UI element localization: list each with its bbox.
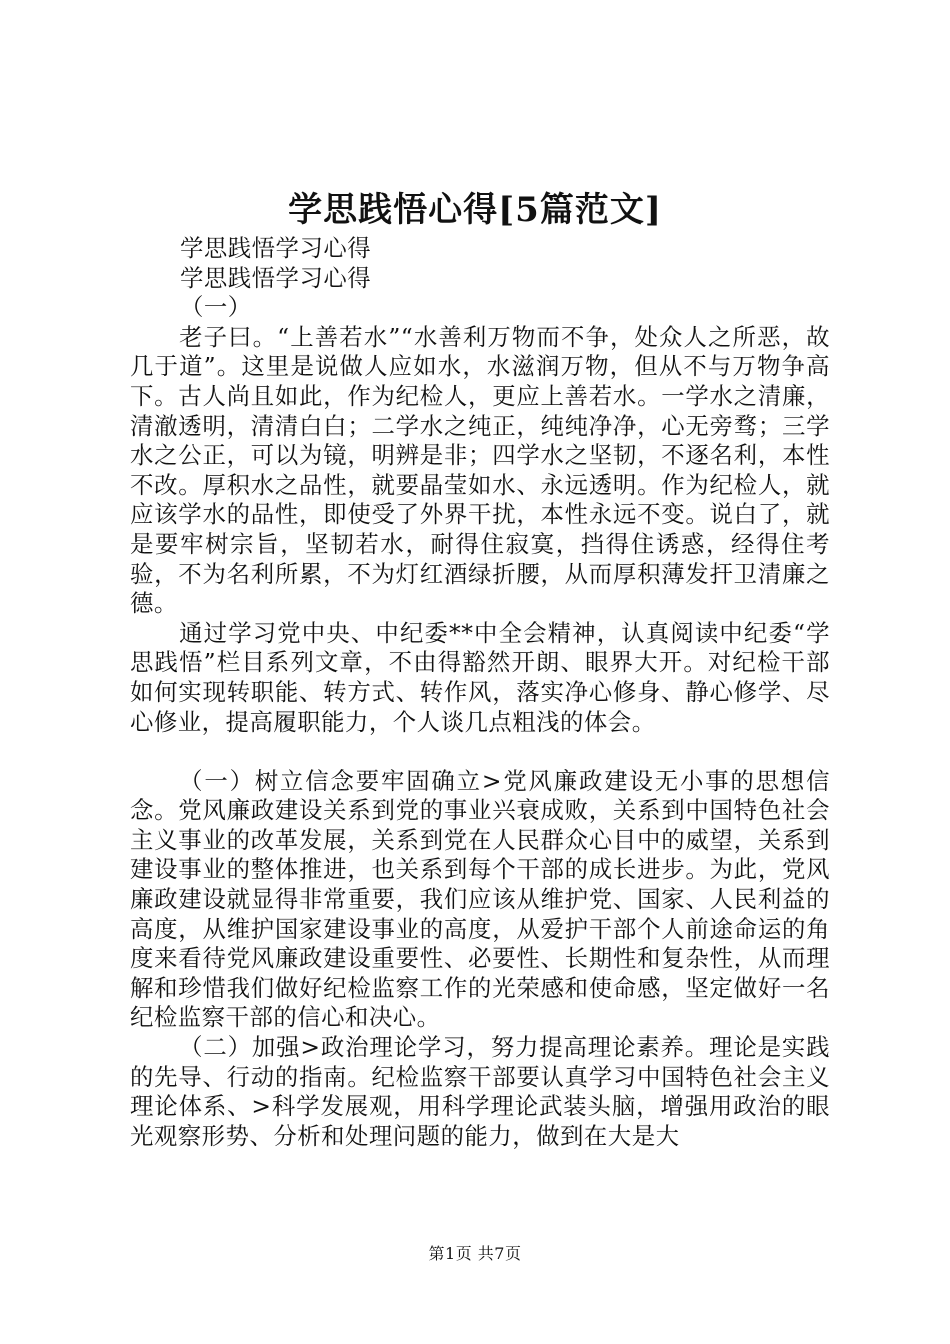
paragraph: （一）树立信念要牢固确立>党风廉政建设无小事的思想信念。党风廉政建设关系到党的事业兴衰成败，关系到中国特色社会主义事业的改革发展，关系到党在人民群众心目中的威望，关系到建设事业的整体推进，也关系到每个干部的成长进步。为此，党风廉政建设就显得非常重要，我们应该从维护党、国家、人民利益的高度，从维护国家建设事业的高度，从爱护干部个人前途命运的角度来看待党风廉政建设重要性、必要性、长期性和复杂性，从而理解和珍惜我们做好纪检监察工作的光荣感和使命感，坚定做好一名纪检监察干部的信心和决心。 — [130, 766, 830, 1032]
document-title: 学思践悟心得[5篇范文] — [288, 190, 662, 230]
page-footer: 第1页 共7页 — [428, 1244, 522, 1263]
subheading-2: 学思践悟学习心得 — [180, 263, 372, 292]
section-marker: （一） — [180, 293, 252, 322]
document-body — [130, 234, 830, 1151]
paragraph: 通过学习党中央、中纪委**中全会精神，认真阅读中纪委“学思践悟”栏目系列文章，不由得豁然开朗、眼界大开。对纪检干部如何实现转职能、转方式、转作风，落实净心修身、静心修学、尽心修业，提高履职能力，个人谈几点粗浅的体会。 — [130, 618, 830, 736]
paragraph: （二）加强>政治理论学习，努力提高理论素养。理论是实践的先导、行动的指南。纪检监察干部要认真学习中国特色社会主义理论体系、>科学发展观，用科学理论武装头脑，增强用政治的眼光观察形势、分析和处理问题的能力，做到在大是大 — [130, 1033, 830, 1150]
paragraph-spacer — [130, 737, 830, 767]
paragraph: 老子曰。“上善若水”“水善利万物而不争，处众人之所恶，故几于道”。这里是说做人应如水，水滋润万物，但从不与万物争高下。古人尚且如此，作为纪检人，更应上善若水。一学水之清廉，清澈透明，清清白白；二学水之纯正，纯纯净净，心无旁骛；三学水之公正，可以为镜，明辨是非；四学水之坚韧，不逐名利，本性不改。厚积水之品性，就要晶莹如水、永远透明。作为纪检人，就应该学水的品性，即使受了外界干扰，本性永远不变。说白了，就是要牢树宗旨，坚韧若水，耐得住寂寞，挡得住诱惑，经得住考验，不为名利所累，不为灯红酒绿折腰，从而厚积薄发扞卫清廉之德。 — [130, 322, 830, 618]
subheading-1: 学思践悟学习心得 — [180, 234, 372, 262]
